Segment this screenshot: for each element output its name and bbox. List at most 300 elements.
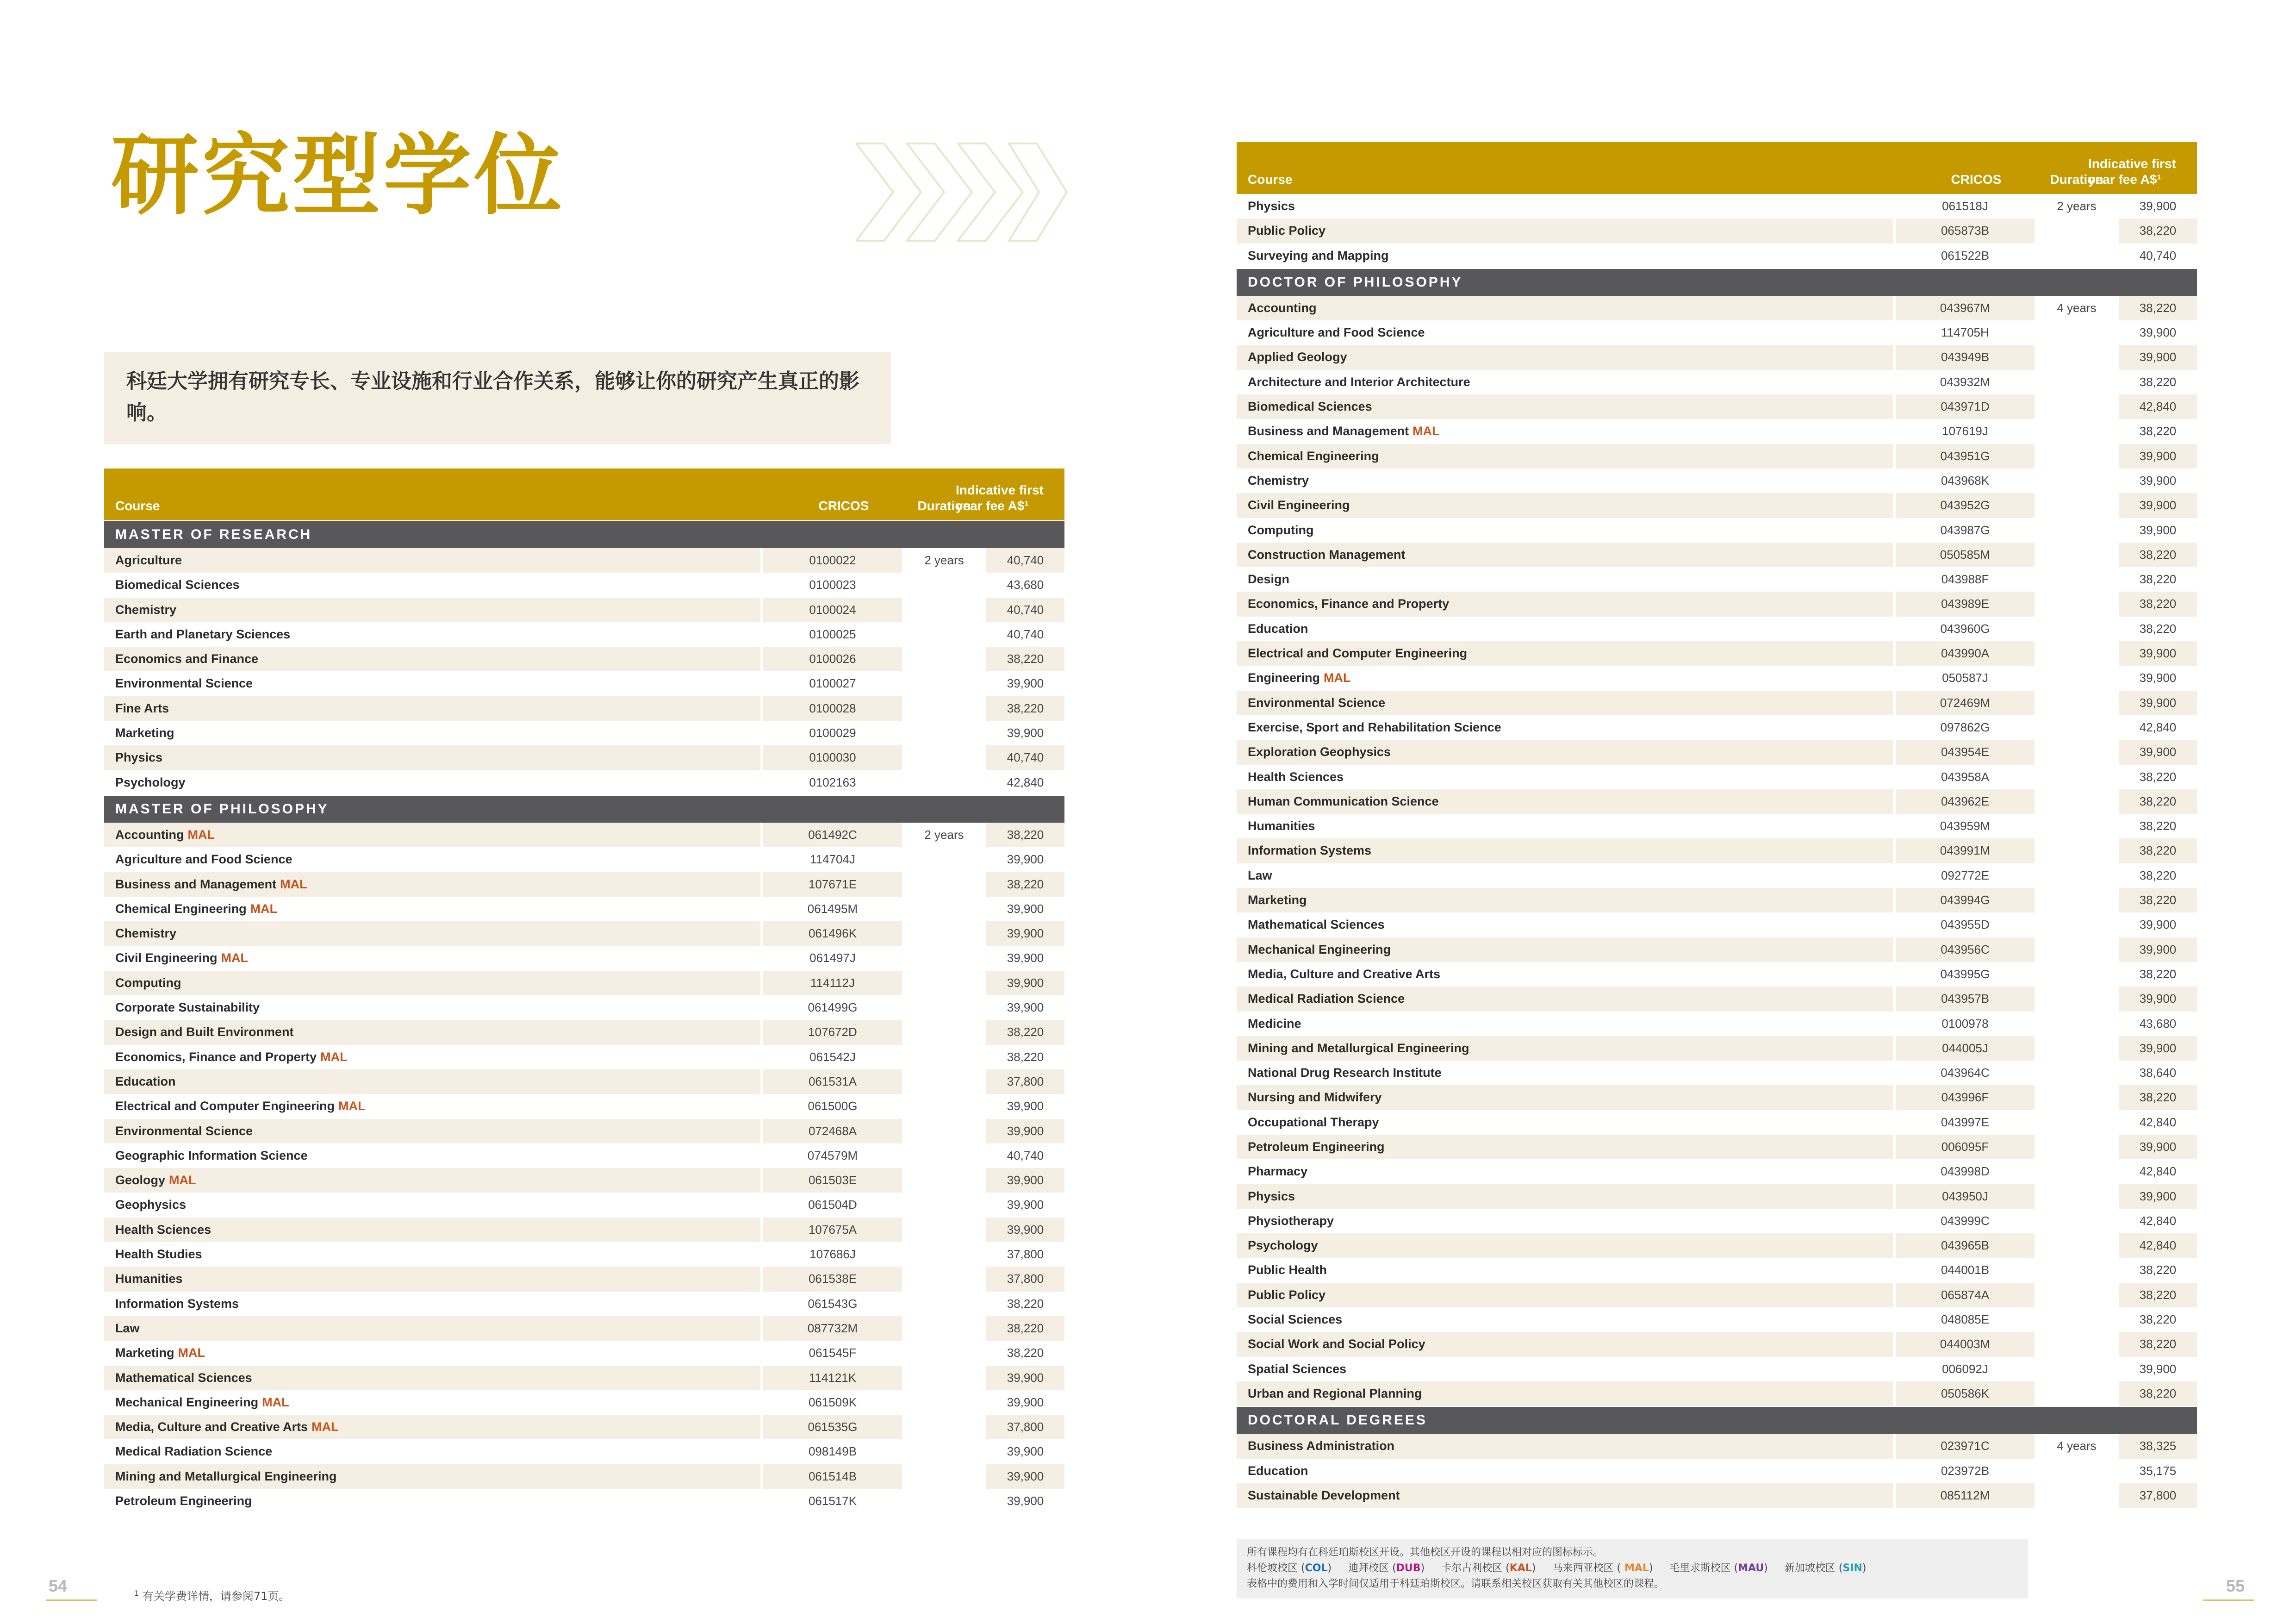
course-name [1237, 641, 1893, 666]
course-name [1237, 1012, 1893, 1036]
course-label: Health Studies [115, 1247, 202, 1262]
campus-notes [1237, 1539, 2028, 1599]
cricos-code: 074579M [807, 1148, 858, 1162]
table-row [104, 721, 1064, 745]
duration-value [2037, 518, 2116, 543]
course-label: Business and Management [1248, 424, 1409, 438]
course-label: Mechanical Engineering [115, 1395, 259, 1409]
course-label: Law [115, 1321, 140, 1335]
duration-value [2037, 219, 2116, 243]
course-label: Media, Culture and Creative Arts [1248, 967, 1441, 981]
fee-value: 39,900 [986, 1168, 1064, 1193]
duration-value [2037, 1135, 2116, 1159]
cricos-code: 107686J [809, 1247, 856, 1262]
course-name [1237, 1184, 1893, 1209]
course-name [1237, 1307, 1893, 1332]
course-name [104, 1267, 760, 1291]
cricos-code: 006092J [1942, 1362, 1988, 1376]
course-name [104, 1193, 760, 1217]
fee-value: 39,900 [1007, 676, 1044, 691]
fee-value: 39,900 [2139, 523, 2177, 537]
duration-value [905, 847, 983, 872]
course-name [1237, 937, 1893, 962]
footnote [134, 1587, 290, 1603]
course-name [104, 921, 760, 946]
fee-value: 39,900 [986, 1218, 1064, 1242]
fee-value: 42,840 [2139, 1115, 2177, 1129]
header-cricos: CRICOS [1951, 172, 2002, 187]
course-name [1237, 888, 1893, 912]
fee-value: 38,220 [2119, 1332, 2197, 1356]
fee-value: 40,740 [986, 598, 1064, 622]
duration-value [2037, 1085, 2116, 1110]
table-row [1237, 444, 2197, 468]
table-row [1237, 1233, 2197, 1258]
table-row [104, 847, 1064, 872]
course-name [104, 1094, 760, 1118]
duration-value [2037, 1307, 2116, 1332]
course-name [1237, 962, 1893, 987]
fee-value: 39,900 [2139, 671, 2177, 685]
campus-tag-mal: MAL [262, 1395, 289, 1409]
fee-value: 39,900 [2139, 918, 2177, 932]
fee-value: 39,900 [986, 1119, 1064, 1143]
fee-value: 37,800 [1007, 1247, 1044, 1262]
fee-value: 39,900 [1007, 951, 1044, 965]
cricos-code: 043957B [1896, 987, 2035, 1011]
course-label: Chemical Engineering [115, 901, 247, 916]
course-label: Design [1248, 572, 1290, 587]
course-label: Exercise, Sport and Rehabilitation Science [1248, 720, 1501, 734]
campus-tag-mal: MAL [280, 877, 307, 891]
table-row [104, 573, 1064, 597]
left-table-body [104, 521, 1064, 1513]
duration-value [2037, 617, 2116, 641]
course-label: Environmental Science [115, 676, 253, 691]
fee-value: 39,900 [2139, 1362, 2177, 1376]
duration-value [2037, 641, 2116, 666]
duration-value [905, 1292, 983, 1316]
cricos-code: 061500G [808, 1099, 858, 1113]
cricos-code: 043996F [1896, 1085, 2035, 1110]
cricos-code: 061531A [763, 1069, 902, 1094]
duration-value [2037, 838, 2116, 863]
fee-value: 39,900 [1007, 726, 1044, 740]
table-row [1237, 1258, 2197, 1282]
table-row [104, 995, 1064, 1020]
cricos-code: 0100028 [763, 696, 902, 721]
cricos-code: 061545F [809, 1346, 857, 1360]
course-name [1237, 715, 1893, 740]
course-label: Engineering [1248, 671, 1320, 685]
right-table-body [1237, 194, 2197, 1508]
fee-value: 38,640 [2139, 1066, 2177, 1080]
cricos-code: 043962E [1896, 789, 2035, 814]
table-row [1237, 1184, 2197, 1209]
campus-tag-mal: MAL [338, 1099, 366, 1113]
course-name [1237, 219, 1893, 243]
table-row [1237, 1209, 2197, 1233]
intro-box [104, 352, 891, 444]
fee-value: 38,220 [1007, 1049, 1044, 1064]
course-label: Fine Arts [115, 701, 169, 715]
course-label: Health Sciences [1248, 769, 1344, 784]
cricos-code: 043997E [1941, 1115, 1990, 1129]
table-row [1237, 715, 2197, 740]
cricos-code: 023971C [1896, 1434, 2035, 1458]
duration-value [905, 573, 983, 597]
course-label: Architecture and Interior Architecture [1248, 375, 1470, 389]
course-label: Medical Radiation Science [115, 1444, 273, 1459]
course-name [1237, 296, 1893, 320]
fee-value: 38,220 [986, 872, 1064, 897]
campus-tag-mal: MAL [221, 951, 249, 965]
course-name [104, 847, 760, 872]
duration-value [905, 1267, 983, 1291]
cricos-code: 061503E [763, 1168, 902, 1193]
course-name [1237, 1357, 1893, 1381]
course-name [1237, 518, 1893, 543]
course-name [1237, 394, 1893, 419]
course-name [1237, 1258, 1893, 1282]
fee-value: 39,900 [2139, 325, 2177, 340]
campus-code: COL [1305, 1562, 1328, 1574]
course-label: Geology [115, 1173, 166, 1187]
course-name [104, 946, 760, 970]
course-name [1237, 617, 1893, 641]
fee-value: 42,840 [2139, 720, 2177, 734]
cricos-code: 043950J [1896, 1184, 2035, 1209]
course-label: Petroleum Engineering [1248, 1139, 1385, 1154]
cricos-code: 061492C [763, 823, 902, 847]
campus-legend [1247, 1561, 2018, 1576]
course-name [104, 1439, 760, 1464]
fee-value: 37,800 [2119, 1483, 2197, 1508]
cricos-code: 050585M [1896, 543, 2035, 567]
course-name [1237, 1332, 1893, 1356]
course-name [1237, 838, 1893, 863]
table-row [1237, 765, 2197, 789]
duration-value [2037, 419, 2116, 443]
table-row [1237, 1012, 2197, 1036]
cricos-code: 061535G [763, 1415, 902, 1439]
fee-value: 39,900 [2119, 444, 2197, 468]
cricos-code: 006095F [1896, 1135, 2035, 1159]
course-label: Economics, Finance and Property [115, 1049, 317, 1064]
duration-value [905, 1168, 983, 1193]
fee-value: 38,220 [2119, 592, 2197, 616]
duration-value [2037, 987, 2116, 1011]
fee-value: 37,800 [986, 1267, 1064, 1291]
course-label: Pharmacy [1248, 1164, 1308, 1179]
course-label: Computing [1248, 523, 1314, 537]
fee-value: 38,220 [2119, 789, 2197, 814]
duration-value [2037, 1258, 2116, 1282]
table-row [1237, 912, 2197, 937]
table-row [1237, 641, 2197, 666]
course-label: Humanities [115, 1272, 183, 1286]
duration-value [905, 770, 983, 795]
course-name [1237, 1483, 1893, 1508]
course-name [104, 647, 760, 671]
table-row [1237, 962, 2197, 987]
duration-value [905, 671, 983, 696]
course-name [104, 671, 760, 696]
table-row [104, 1143, 1064, 1168]
fee-value: 43,680 [2139, 1016, 2177, 1031]
campus-legend-item: 迪拜校区 (DUB) [1348, 1562, 1425, 1574]
course-name [1237, 1036, 1893, 1061]
fee-value: 38,220 [1007, 1296, 1044, 1311]
fee-value: 39,900 [986, 921, 1064, 946]
course-name [104, 1218, 760, 1242]
table-row [1237, 666, 2197, 690]
course-name [104, 872, 760, 897]
course-name [104, 548, 760, 573]
cricos-code: 061499G [808, 1000, 858, 1015]
campus-code: MAU [1738, 1562, 1764, 1574]
course-name [104, 1143, 760, 1168]
course-label: Exploration Geophysics [1248, 745, 1391, 759]
duration-value [2037, 789, 2116, 814]
duration-value [2037, 937, 2116, 962]
course-label: Civil Engineering [1248, 498, 1350, 512]
table-row [1237, 1307, 2197, 1332]
campus-tag-mal: MAL [1324, 671, 1351, 685]
campus-legend-item: 新加坡校区 (SIN) [1784, 1562, 1867, 1574]
header-fee-line1: Indicative first [956, 483, 1044, 497]
course-name [1237, 912, 1893, 937]
section-heading: DOCTORAL DEGREES [1237, 1407, 2197, 1434]
header-fee [2088, 156, 2199, 187]
duration-value [2037, 1012, 2116, 1036]
table-row [1237, 1459, 2197, 1483]
cricos-code: 043989E [1896, 592, 2035, 616]
course-label: Environmental Science [115, 1124, 253, 1138]
duration-value [905, 1143, 983, 1168]
fee-value: 38,220 [986, 647, 1064, 671]
fee-value: 39,900 [2119, 345, 2197, 369]
duration-value [905, 872, 983, 897]
duration-value [2037, 1209, 2116, 1233]
table-row [104, 1020, 1064, 1044]
campus-code: DUB [1396, 1562, 1421, 1574]
table-row [1237, 194, 2197, 219]
duration-value [905, 971, 983, 995]
campus-legend-item: 科伦坡校区 (COL) [1247, 1562, 1332, 1574]
course-label: Marketing [115, 726, 174, 740]
cricos-code: 107671E [763, 872, 902, 897]
fee-value: 39,900 [986, 1464, 1064, 1489]
fee-value: 38,220 [2139, 424, 2177, 438]
cricos-code: 065874A [1896, 1283, 2035, 1307]
cricos-code: 0100029 [809, 726, 856, 740]
cricos-code: 043954E [1896, 740, 2035, 764]
fee-value: 39,900 [2119, 641, 2197, 666]
course-name [104, 1366, 760, 1390]
cricos-code: 0100024 [763, 598, 902, 622]
table-row [104, 1316, 1064, 1341]
page-number-rule-left [46, 1599, 97, 1601]
course-label: Urban and Regional Planning [1248, 1386, 1422, 1400]
cricos-code: 043964C [1941, 1066, 1990, 1080]
table-row [1237, 592, 2197, 616]
course-label: Chemistry [1248, 473, 1309, 487]
table-row [104, 1267, 1064, 1291]
fee-value: 38,220 [2119, 1381, 2197, 1406]
fee-value: 39,900 [1007, 1444, 1044, 1459]
cricos-code: 048085E [1941, 1312, 1990, 1327]
duration-value [905, 1439, 983, 1464]
header-fee-line2: year fee A$¹ [2088, 172, 2161, 187]
cricos-code: 0100022 [763, 548, 902, 573]
fee-value: 38,220 [2139, 621, 2177, 636]
cricos-code: 085112M [1896, 1483, 2035, 1508]
cricos-code: 043932M [1940, 375, 1991, 389]
table-row [104, 946, 1064, 970]
course-name [1237, 1459, 1893, 1483]
course-name [104, 696, 760, 721]
duration-value [2037, 543, 2116, 567]
course-label: Medicine [1248, 1016, 1301, 1031]
duration-value [2037, 740, 2116, 764]
fee-value: 40,740 [2139, 248, 2177, 262]
header-cricos: CRICOS [818, 499, 869, 513]
cricos-code: 043991M [1896, 838, 2035, 863]
course-name [1237, 543, 1893, 567]
duration-value [2037, 1357, 2116, 1381]
course-label: Psychology [1248, 1238, 1318, 1253]
course-label: Media, Culture and Creative Arts [115, 1420, 308, 1434]
fee-value: 42,840 [2119, 394, 2197, 419]
table-row [104, 1489, 1064, 1513]
course-name [1237, 320, 1893, 345]
campus-name: 马来西亚校区 [1552, 1562, 1614, 1574]
cricos-code: 043999C [1941, 1213, 1990, 1228]
course-name [104, 721, 760, 745]
table-row [1237, 888, 2197, 912]
cricos-code: 043994G [1896, 888, 2035, 912]
duration-value: 4 years [2057, 1439, 2097, 1453]
course-name [104, 573, 760, 597]
fee-value: 35,175 [2139, 1463, 2177, 1478]
cricos-code: 043998D [1941, 1164, 1990, 1179]
table-row [1237, 1332, 2197, 1356]
course-label: Education [1248, 621, 1308, 636]
fee-value: 38,220 [2139, 375, 2177, 389]
table-row [104, 671, 1064, 696]
fee-value: 39,900 [2119, 740, 2197, 764]
campus-tag-mal: MAL [187, 827, 215, 842]
course-name [1237, 370, 1893, 394]
fee-value: 38,325 [2119, 1434, 2197, 1458]
duration-value [905, 1341, 983, 1365]
cricos-code: 061543G [808, 1296, 858, 1311]
campus-tag-mal: MAL [178, 1346, 205, 1360]
cricos-code: 061518J [1942, 199, 1988, 213]
course-name [1237, 1159, 1893, 1184]
header-fee-line1: Indicative first [2088, 156, 2176, 171]
cricos-code: 0100978 [1941, 1016, 1989, 1031]
course-label: Social Work and Social Policy [1248, 1337, 1425, 1351]
fee-value: 39,900 [986, 971, 1064, 995]
course-label: Mathematical Sciences [115, 1370, 252, 1385]
duration-value [2037, 1061, 2116, 1085]
cricos-code: 043955D [1941, 918, 1990, 932]
table-row [104, 971, 1064, 995]
course-name [104, 622, 760, 647]
course-name [1237, 814, 1893, 838]
cricos-code: 050587J [1942, 671, 1988, 685]
cricos-code: 043968K [1941, 473, 1990, 487]
duration-value [2037, 345, 2116, 369]
duration-value [2037, 1036, 2116, 1061]
left-course-table [104, 468, 1064, 1513]
fee-value: 39,900 [2119, 691, 2197, 715]
page-number-right: 55 [2226, 1576, 2245, 1595]
course-name [1237, 444, 1893, 468]
table-row [1237, 543, 2197, 567]
duration-value [905, 1119, 983, 1143]
course-label: Civil Engineering [115, 951, 218, 965]
duration-value [2037, 567, 2116, 592]
duration-value [2037, 1110, 2116, 1135]
course-name [1237, 765, 1893, 789]
duration-value [2037, 912, 2116, 937]
cricos-code: 061497J [809, 951, 856, 965]
campus-tag-mal: MAL [320, 1049, 348, 1064]
table-row [104, 1464, 1064, 1489]
table-header [104, 468, 1064, 520]
fee-value: 37,800 [986, 1415, 1064, 1439]
chevron-decoration-icon [856, 139, 1069, 245]
cricos-code: 023972B [1941, 1463, 1990, 1478]
duration-value [905, 647, 983, 671]
table-row [104, 1242, 1064, 1267]
header-fee-line2: year fee A$¹ [956, 499, 1029, 513]
course-name [1237, 1061, 1893, 1085]
cricos-code: 061496K [763, 921, 902, 946]
cricos-code: 061509K [808, 1395, 857, 1409]
campus-tag-mal: MAL [1412, 424, 1440, 438]
table-header [1237, 142, 2197, 194]
cricos-code: 061517K [808, 1493, 857, 1508]
duration-value [2037, 1483, 2116, 1508]
course-name [1237, 1135, 1893, 1159]
table-row [104, 1439, 1064, 1464]
table-row [1237, 937, 2197, 962]
course-label: Accounting [115, 827, 184, 842]
fee-value: 39,900 [2119, 1036, 2197, 1061]
cricos-code: 061538E [763, 1267, 902, 1291]
course-name [1237, 468, 1893, 493]
course-label: Environmental Science [1248, 695, 1386, 710]
course-name [1237, 987, 1893, 1011]
course-name [104, 1316, 760, 1341]
cricos-code: 061542J [809, 1049, 856, 1064]
table-row [1237, 1061, 2197, 1085]
fee-value: 39,900 [1007, 1395, 1044, 1409]
fee-value: 38,220 [986, 1020, 1064, 1044]
course-label: Agriculture [115, 553, 182, 567]
table-row [1237, 244, 2197, 268]
table-row [104, 647, 1064, 671]
course-name [104, 598, 760, 622]
course-name [1237, 1381, 1893, 1406]
cricos-code: 044001B [1941, 1263, 1990, 1277]
table-row [104, 1390, 1064, 1415]
course-name [104, 1020, 760, 1044]
